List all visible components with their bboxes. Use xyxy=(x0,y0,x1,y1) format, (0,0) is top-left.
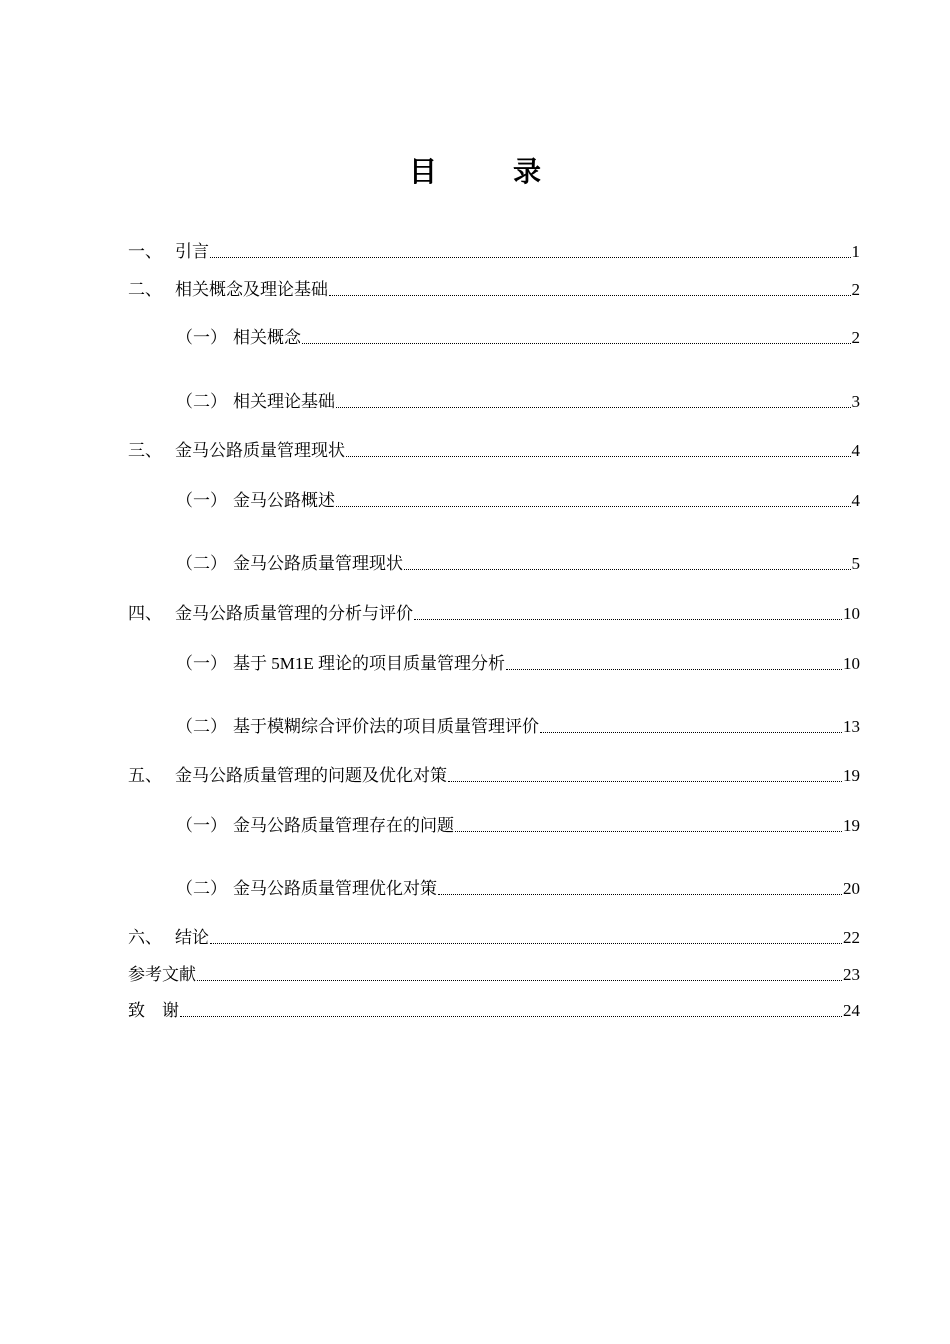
toc-entry-number: 六、 xyxy=(128,928,162,947)
toc-entry-number: 二、 xyxy=(128,280,162,299)
toc-entry-label: 金马公路质量管理现状 xyxy=(233,554,403,573)
toc-entry-label: 基于模糊综合评价法的项目质量管理评价 xyxy=(233,717,539,736)
toc-entry-number: 三、 xyxy=(128,441,162,460)
toc-entry-number: （二） xyxy=(176,392,227,411)
toc-entry[interactable] xyxy=(128,928,860,948)
toc-dot-leader xyxy=(329,295,851,296)
toc-dot-leader xyxy=(414,619,842,620)
toc-entry-page: 3 xyxy=(851,392,860,411)
toc-entry-label: 基于 5M1E 理论的项目质量管理分析 xyxy=(233,654,505,673)
toc-entry-page: 19 xyxy=(843,816,860,835)
toc-entry-page: 19 xyxy=(843,766,860,785)
toc-entry-page: 20 xyxy=(843,879,860,898)
toc-entry[interactable] xyxy=(128,604,860,624)
toc-entry-label: 金马公路质量管理存在的问题 xyxy=(233,816,454,835)
toc-entry[interactable] xyxy=(128,766,860,786)
toc-entry[interactable] xyxy=(176,654,860,674)
toc-entry[interactable] xyxy=(176,879,860,899)
toc-entry-number: （一） xyxy=(176,328,227,347)
toc-entry[interactable] xyxy=(128,242,860,262)
toc-entry-label: 金马公路质量管理的问题及优化对策 xyxy=(175,766,447,785)
toc-entry[interactable] xyxy=(176,491,860,511)
toc-entry-number: （一） xyxy=(176,491,227,510)
toc-dot-leader xyxy=(336,506,851,507)
toc-dot-leader xyxy=(210,257,851,258)
toc-entry-page: 23 xyxy=(843,965,860,984)
page-title: 目 录 xyxy=(408,155,565,188)
toc-entry[interactable] xyxy=(128,441,860,461)
toc-entry-label: 结论 xyxy=(175,928,209,947)
toc-entry-label: 相关概念及理论基础 xyxy=(175,280,328,299)
toc-entry-label: 金马公路质量管理优化对策 xyxy=(233,879,437,898)
toc-entry[interactable] xyxy=(128,965,860,985)
toc-entry-number: 四、 xyxy=(128,604,162,623)
toc-entry[interactable] xyxy=(176,816,860,836)
toc-entry-number: （一） xyxy=(176,816,227,835)
toc-dot-leader xyxy=(448,781,842,782)
toc-entry-label: 金马公路概述 xyxy=(233,491,335,510)
toc-dot-leader xyxy=(506,669,842,670)
toc-entry-page: 2 xyxy=(851,328,860,347)
toc-entry-page: 10 xyxy=(843,604,860,623)
toc-entry-number: （一） xyxy=(176,654,227,673)
toc-entry[interactable] xyxy=(176,554,860,574)
toc-entry[interactable] xyxy=(128,1001,860,1021)
toc-entry-label: 相关概念 xyxy=(233,328,301,347)
toc-entry-label: 引言 xyxy=(175,242,209,261)
toc-dot-leader xyxy=(197,980,842,981)
toc-entry-page: 1 xyxy=(851,242,860,261)
toc-entry-label: 金马公路质量管理现状 xyxy=(175,441,345,460)
toc-entry-page: 13 xyxy=(843,717,860,736)
toc-dot-leader xyxy=(455,831,842,832)
toc-dot-leader xyxy=(404,569,851,570)
toc-entry-page: 24 xyxy=(843,1001,860,1020)
toc-entry-page: 4 xyxy=(851,491,860,510)
toc-dot-leader xyxy=(346,456,851,457)
toc-entry[interactable] xyxy=(176,717,860,737)
toc-entry-page: 22 xyxy=(843,928,860,947)
toc-entry-page: 10 xyxy=(843,654,860,673)
toc-entry-label: 金马公路质量管理的分析与评价 xyxy=(175,604,413,623)
toc-dot-leader xyxy=(438,894,842,895)
toc-entry[interactable] xyxy=(176,328,860,348)
toc-entry-number: 一、 xyxy=(128,242,162,261)
toc-entry-label: 致 谢 xyxy=(128,1001,179,1020)
toc-entry-page: 4 xyxy=(851,441,860,460)
toc-entry[interactable] xyxy=(128,280,860,300)
toc-dot-leader xyxy=(336,407,851,408)
toc-entry-page: 5 xyxy=(851,554,860,573)
toc-entry[interactable] xyxy=(176,392,860,412)
toc-entry-page: 2 xyxy=(851,280,860,299)
toc-dot-leader xyxy=(540,732,842,733)
toc-entry-number: 五、 xyxy=(128,766,162,785)
toc-dot-leader xyxy=(302,343,851,344)
toc-entry-number: （二） xyxy=(176,554,227,573)
toc-entry-number: （二） xyxy=(176,879,227,898)
toc-entry-label: 参考文献 xyxy=(128,965,196,984)
toc-entry-number: （二） xyxy=(176,717,227,736)
toc-entry-label: 相关理论基础 xyxy=(233,392,335,411)
toc-dot-leader xyxy=(210,943,842,944)
toc-dot-leader xyxy=(180,1016,842,1017)
